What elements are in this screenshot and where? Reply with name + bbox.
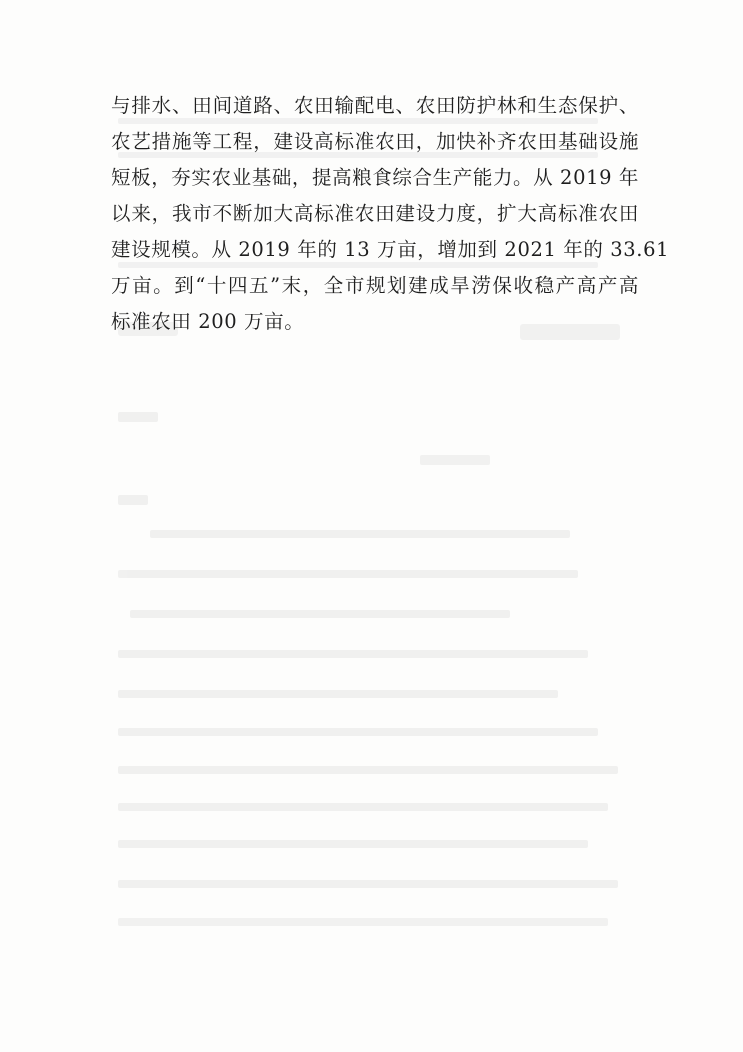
paragraph-line: 万亩。到“十四五”末，全市规划建成旱涝保收稳产高产高 — [111, 274, 639, 297]
paragraph-line: 建设规模。从 2019 年的 13 万亩，增加到 2021 年的 33.61 — [111, 238, 670, 261]
paragraph-line: 以来，我市不断加大高标准农田建设力度，扩大高标准农田 — [111, 202, 639, 225]
paragraph-line: 与排水、田间道路、农田输配电、农田防护林和生态保护、 — [111, 94, 639, 117]
body-paragraph — [111, 88, 670, 340]
paragraph-line: 农艺措施等工程，建设高标准农田，加快补齐农田基础设施 — [111, 130, 639, 153]
paragraph-line: 短板，夯实农业基础，提高粮食综合生产能力。从 2019 年 — [111, 166, 639, 189]
paragraph-line: 标准农田 200 万亩。 — [111, 310, 305, 333]
